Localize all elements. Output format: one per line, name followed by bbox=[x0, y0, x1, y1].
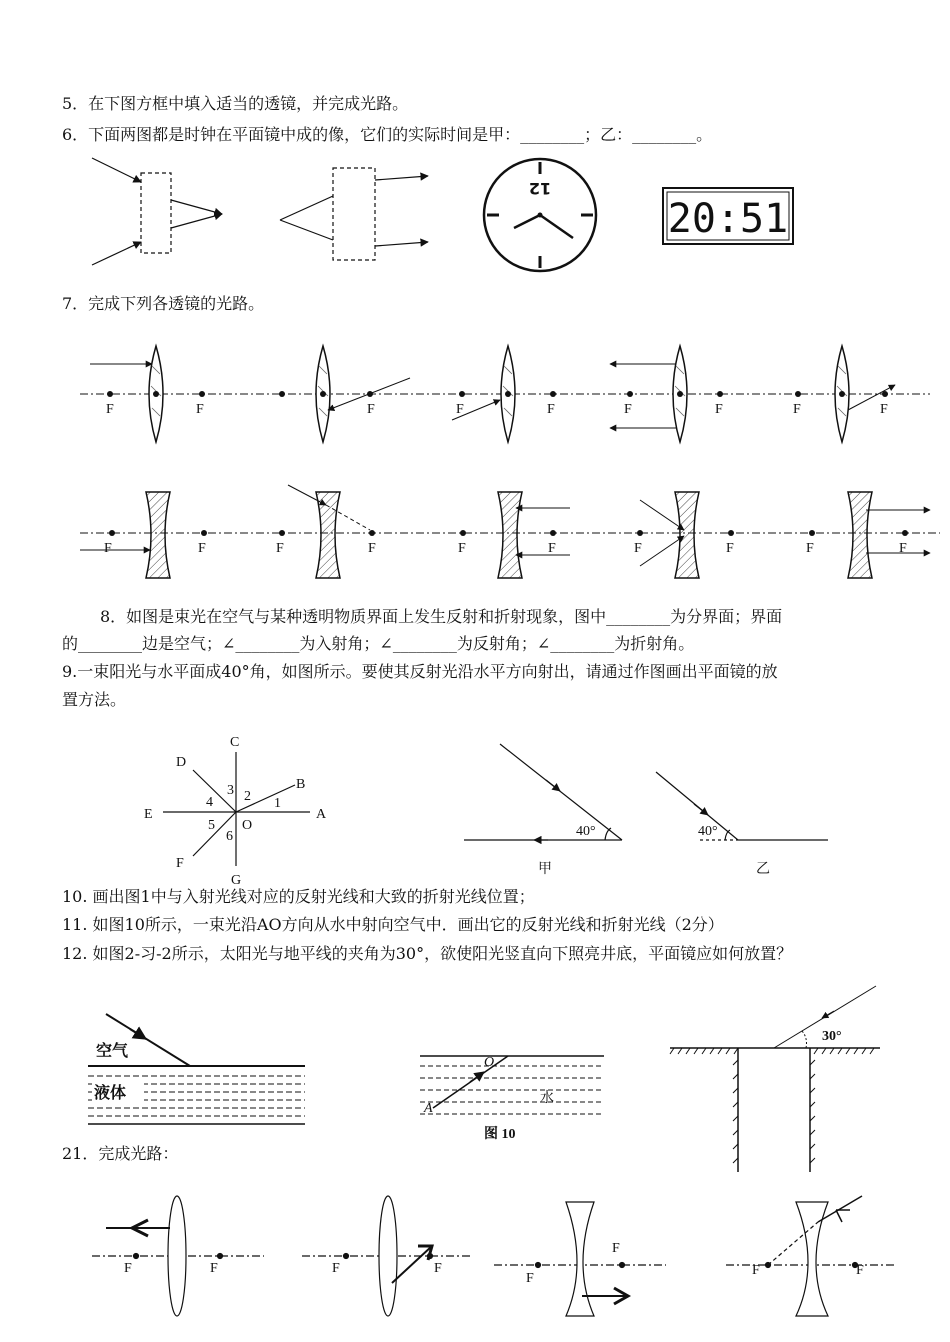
q21-concave-2 bbox=[726, 1196, 894, 1316]
svg-text:F: F bbox=[793, 402, 801, 417]
q7-concave-5 bbox=[809, 492, 930, 578]
svg-text:F: F bbox=[176, 856, 184, 871]
digital-clock bbox=[663, 188, 793, 244]
q12-angle-label: 30° bbox=[822, 1029, 842, 1044]
question-9-line1: 9.一束阳光与水平面成40°角，如图所示。要使其反射光沿水平方向射出，请通过作图画出平面镜的放 bbox=[62, 662, 778, 681]
q9-figure-jia bbox=[464, 744, 622, 840]
q9-angle-yi: 40° bbox=[698, 824, 718, 839]
q21-f1: F bbox=[124, 1261, 132, 1276]
q5-box-figure-2 bbox=[280, 168, 428, 260]
question-9-line2: 置方法。 bbox=[62, 690, 127, 709]
question-7: 7．完成下列各透镜的光路。 bbox=[62, 294, 265, 313]
svg-text:F: F bbox=[899, 541, 907, 556]
q21-f8: F bbox=[856, 1263, 864, 1278]
question-6: 6．下面两图都是时钟在平面镜中成的像，它们的实际时间是甲：________；乙：________。 bbox=[62, 125, 713, 144]
q5-box-figure-1 bbox=[92, 158, 222, 265]
svg-text:F: F bbox=[624, 402, 632, 417]
question-10: 10. 画出图1中与入射光线对应的反射光线和大致的折射光线位置； bbox=[62, 887, 535, 906]
q7-concave-1 bbox=[80, 492, 207, 578]
q21-convex-1 bbox=[92, 1196, 264, 1316]
q7-concave-2 bbox=[279, 485, 375, 578]
svg-text:G: G bbox=[231, 873, 242, 888]
svg-text:F: F bbox=[367, 402, 375, 417]
q11-point-o: O bbox=[484, 1055, 495, 1070]
svg-text:F: F bbox=[276, 541, 284, 556]
question-8-line2: 的________边是空气；∠________为入射角；∠________为反射角；∠________为折射角。 bbox=[62, 634, 695, 653]
q21-concave-1 bbox=[494, 1202, 666, 1316]
digital-clock-time: 20:51 bbox=[667, 196, 789, 242]
q10-figure bbox=[88, 1014, 305, 1124]
q11-point-a: A bbox=[424, 1101, 433, 1116]
svg-text:F: F bbox=[104, 541, 112, 556]
svg-text:6: 6 bbox=[226, 829, 233, 844]
svg-text:2: 2 bbox=[244, 789, 251, 804]
svg-text:F: F bbox=[634, 541, 642, 556]
q21-f6: F bbox=[612, 1241, 620, 1256]
question-11: 11. 如图10所示，一束光沿AO方向从水中射向空气中．画出它的反射光线和折射光线（2分） bbox=[62, 915, 724, 934]
svg-text:F: F bbox=[368, 541, 376, 556]
q21-f3: F bbox=[332, 1261, 340, 1276]
q21-convex-2 bbox=[302, 1196, 472, 1316]
q9-angle-jia: 40° bbox=[576, 824, 596, 839]
q7-row1-labels bbox=[106, 402, 888, 417]
q9-label-jia: 甲 bbox=[538, 862, 552, 877]
q7-concave-3 bbox=[460, 492, 570, 578]
q9-figure-yi bbox=[656, 772, 828, 840]
q21-f7: F bbox=[752, 1263, 760, 1278]
svg-text:3: 3 bbox=[227, 783, 234, 798]
question-21: 21．完成光路： bbox=[62, 1144, 179, 1163]
q11-water-label: 水 bbox=[540, 1091, 554, 1106]
clock-numeral: 12 bbox=[528, 179, 552, 198]
svg-text:F: F bbox=[880, 402, 888, 417]
q10-liquid-label: 液体 bbox=[94, 1083, 127, 1102]
svg-text:O: O bbox=[242, 818, 253, 833]
svg-text:B: B bbox=[296, 777, 306, 792]
q9-label-yi: 乙 bbox=[756, 862, 770, 877]
question-5: 5．在下图方框中填入适当的透镜，并完成光路。 bbox=[62, 94, 409, 113]
svg-text:D: D bbox=[176, 755, 187, 770]
q12-well-figure bbox=[670, 986, 880, 1172]
svg-text:F: F bbox=[456, 402, 464, 417]
svg-text:F: F bbox=[715, 402, 723, 417]
svg-text:F: F bbox=[548, 541, 556, 556]
q21-f4: F bbox=[434, 1261, 442, 1276]
svg-text:F: F bbox=[458, 541, 466, 556]
svg-text:F: F bbox=[547, 402, 555, 417]
q11-figure-caption: 图 10 bbox=[484, 1127, 516, 1142]
analog-clock bbox=[484, 159, 596, 271]
svg-text:E: E bbox=[144, 807, 153, 822]
q11-figure bbox=[420, 1056, 604, 1114]
question-8-line1: 8．如图是束光在空气与某种透明物质界面上发生反射和折射现象，图中________为分界面；界面 bbox=[100, 607, 783, 626]
svg-text:F: F bbox=[726, 541, 734, 556]
svg-text:1: 1 bbox=[274, 796, 281, 811]
question-12: 12. 如图2-习-2所示，太阳光与地平线的夹角为30°，欲使阳光竖直向下照亮井底，平面镜应如何放置？ bbox=[62, 944, 793, 963]
svg-text:F: F bbox=[198, 541, 206, 556]
q7-concave-4 bbox=[637, 492, 734, 578]
svg-text:5: 5 bbox=[208, 818, 215, 833]
svg-text:F: F bbox=[806, 541, 814, 556]
svg-text:F: F bbox=[106, 402, 114, 417]
svg-text:F: F bbox=[196, 402, 204, 417]
q21-f2: F bbox=[210, 1261, 218, 1276]
svg-text:A: A bbox=[316, 807, 327, 822]
q21-f5: F bbox=[526, 1271, 534, 1286]
svg-text:C: C bbox=[230, 735, 240, 750]
q10-air-label: 空气 bbox=[96, 1041, 129, 1060]
svg-text:4: 4 bbox=[206, 795, 213, 810]
